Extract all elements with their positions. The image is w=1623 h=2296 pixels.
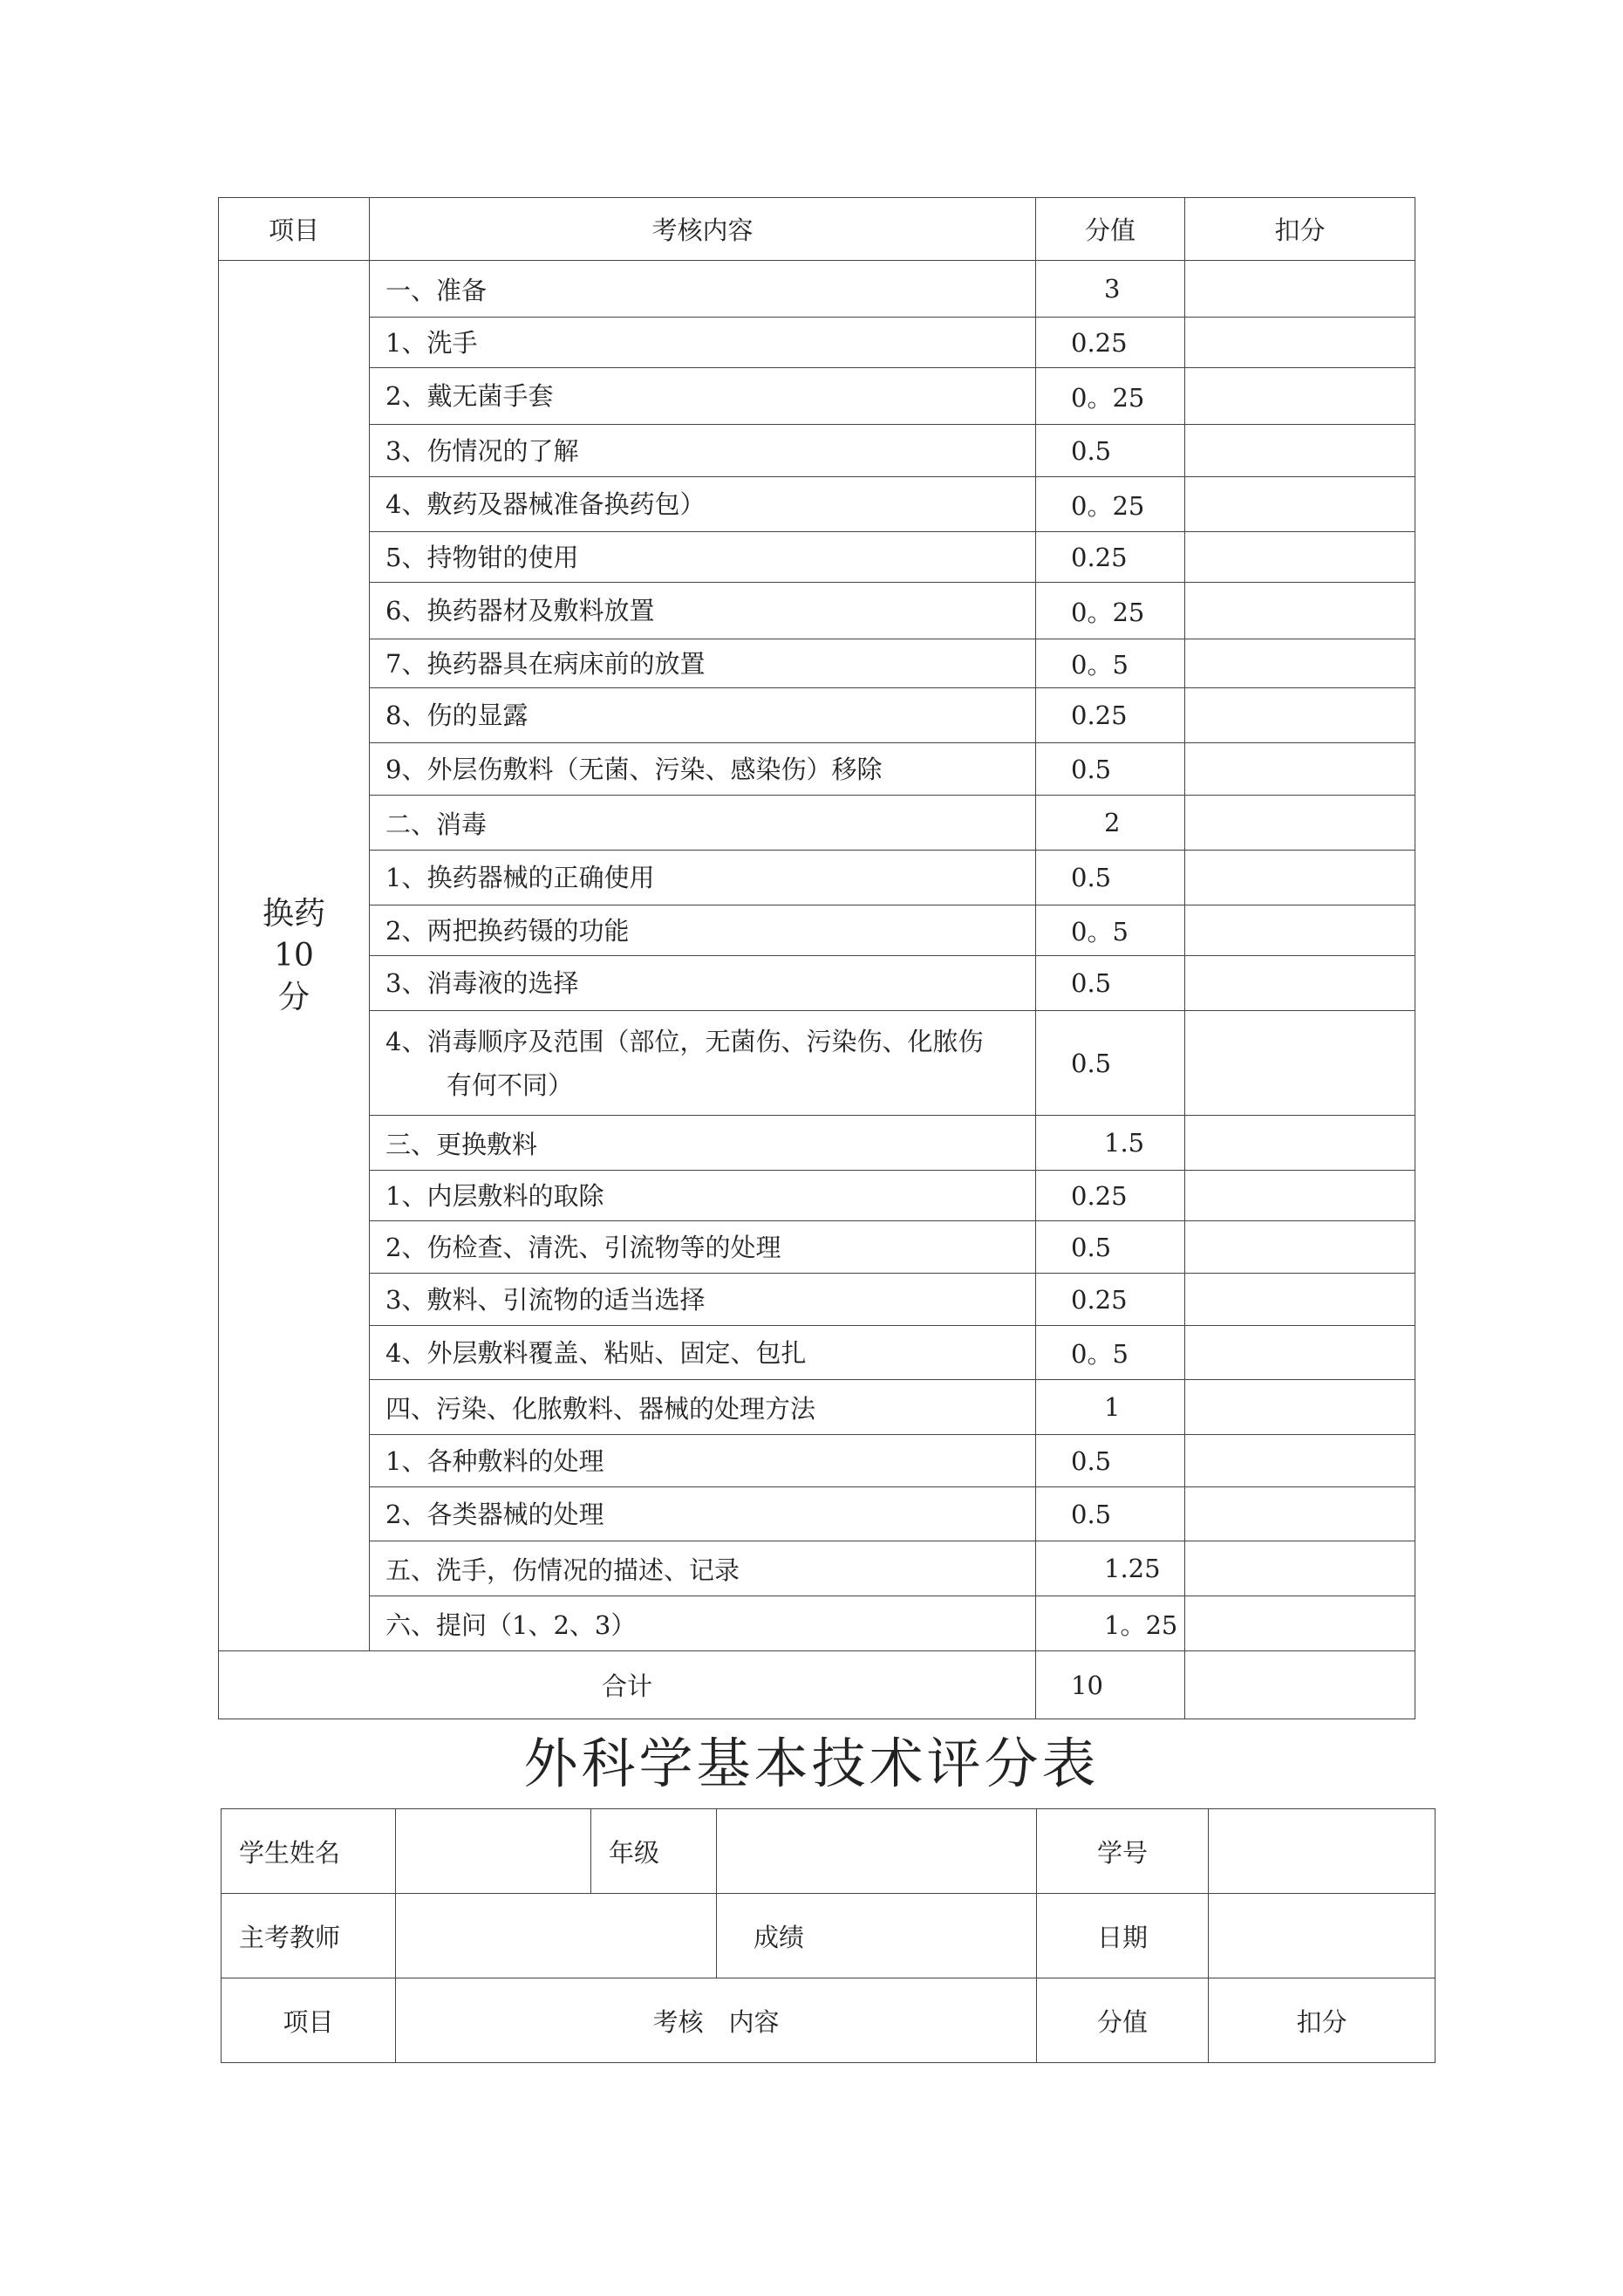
section-row [219,1380,1415,1435]
content-cell [370,1116,1036,1171]
table-row [219,688,1415,743]
header-project: 项目 [219,198,370,261]
score-cell: 2 [1036,796,1185,851]
content-cell [370,796,1036,851]
content-text: 8、伤的显露 [385,700,528,730]
table-row [219,743,1415,796]
total-deduct-cell[interactable] [1185,1651,1415,1719]
score-label: 分值 [1037,1978,1209,2063]
content-cell [370,1487,1036,1541]
total-row [219,1651,1415,1719]
content-cell [370,532,1036,583]
content-cell [370,956,1036,1011]
date-label: 日期 [1037,1894,1209,1978]
content-cell [370,261,1036,318]
scoring-table [218,197,1415,1719]
content-cell [370,1221,1036,1274]
score-cell: 0.25 [1036,1171,1185,1221]
content-cell [370,425,1036,477]
content-cell [370,318,1036,368]
content-text-continued: 有何不同） [447,1069,574,1100]
table-row [219,318,1415,368]
score-cell: 1.5 [1036,1116,1185,1171]
content-text: 六、提问（1、2、3） [385,1609,637,1640]
content-label: 考核 内容 [396,1978,1037,2063]
deduct-cell[interactable] [1185,318,1415,368]
table-row [219,1487,1415,1541]
deduct-cell[interactable] [1185,1011,1415,1116]
table-row [219,477,1415,532]
header-row [219,198,1415,261]
content-cell [370,1274,1036,1326]
content-cell [370,743,1036,796]
content-text: 1、洗手 [385,327,478,358]
content-text: 四、污染、化脓敷料、器械的处理方法 [385,1393,816,1424]
content-cell [370,1326,1036,1380]
table-row [219,1435,1415,1487]
score-cell: 0.5 [1036,743,1185,796]
deduct-cell[interactable] [1185,1326,1415,1380]
deduct-cell[interactable] [1185,1487,1415,1541]
project-line: 换药 [262,895,325,932]
deduct-cell[interactable] [1185,639,1415,688]
section-row [219,1116,1415,1171]
deduct-cell[interactable] [1185,688,1415,743]
table-row [219,368,1415,425]
info-row-1 [222,1809,1435,1894]
deduct-cell[interactable] [1185,1116,1415,1171]
table-row [219,1011,1415,1116]
student-id-label: 学号 [1037,1809,1209,1894]
content-text: 五、洗手，伤情况的描述、记录 [385,1555,740,1585]
result-label: 成绩 [717,1894,1037,1978]
deduct-cell[interactable] [1185,1596,1415,1651]
deduct-cell[interactable] [1185,1380,1415,1435]
content-text: 一、准备 [385,275,488,305]
content-text: 2、戴无菌手套 [385,381,554,411]
table-row [219,905,1415,956]
score-cell: 0.5 [1036,1435,1185,1487]
deduct-cell[interactable] [1185,1171,1415,1221]
score-cell: 3 [1036,261,1185,318]
deduct-cell[interactable] [1185,851,1415,905]
deduct-cell[interactable] [1185,583,1415,639]
content-text: 5、持物钳的使用 [385,542,579,572]
content-text: 二、消毒 [385,809,488,839]
section-row [219,1541,1415,1596]
deduct-cell[interactable] [1185,1221,1415,1274]
content-cell [370,639,1036,688]
score-cell: 0.5 [1036,851,1185,905]
table-row [219,583,1415,639]
content-cell [370,583,1036,639]
score-cell: 0。5 [1036,639,1185,688]
content-cell [370,1380,1036,1435]
content-cell [370,477,1036,532]
project-line: 分 [277,979,310,1015]
content-text: 2、伤检查、清洗、引流物等的处理 [385,1232,781,1262]
table-row [219,1274,1415,1326]
table-row [219,1221,1415,1274]
deduct-cell[interactable] [1185,477,1415,532]
score-cell: 0.25 [1036,688,1185,743]
content-text: 2、两把换药镊的功能 [385,915,630,946]
content-text: 9、外层伤敷料（无菌、污染、感染伤）移除 [385,754,883,784]
table-row [219,1326,1415,1380]
content-text: 4、消毒顺序及范围（部位，无菌伤、污染伤、化脓伤 [385,1026,984,1056]
info-row-3 [222,1978,1435,2063]
content-text: 3、敷料、引流物的适当选择 [385,1284,706,1315]
deduct-cell[interactable] [1185,905,1415,956]
student-info-table [221,1808,1435,2063]
score-cell: 0.5 [1036,956,1185,1011]
deduct-cell[interactable] [1185,743,1415,796]
project-cell [219,261,370,1651]
content-text: 三、更换敷料 [385,1129,538,1159]
total-label: 合计 [219,1651,1036,1719]
content-cell [370,851,1036,905]
student-name-field[interactable] [396,1809,591,1894]
score-cell: 0.5 [1036,1487,1185,1541]
score-cell: 0.25 [1036,1274,1185,1326]
total-score: 10 [1036,1651,1185,1719]
deduct-cell[interactable] [1185,956,1415,1011]
header-score: 分值 [1036,198,1185,261]
table-row [219,1171,1415,1221]
content-text: 4、敷药及器械准备换药包） [385,489,706,519]
content-cell [370,905,1036,956]
header-deduct: 扣分 [1185,198,1415,261]
teacher-label: 主考教师 [222,1894,396,1978]
grade-field[interactable] [717,1809,1037,1894]
content-cell [370,368,1036,425]
content-cell [370,1596,1036,1651]
project-label: 项目 [222,1978,396,2063]
content-text: 1、各种敷料的处理 [385,1445,604,1476]
project-line: 10 [274,937,314,974]
content-text: 1、换药器械的正确使用 [385,863,655,892]
score-cell: 0。5 [1036,905,1185,956]
score-cell: 1。25 [1036,1596,1185,1651]
deduct-cell[interactable] [1185,796,1415,851]
page-title: 外科学基本技术评分表 [523,1732,1100,1795]
deduct-cell[interactable] [1185,425,1415,477]
score-cell: 0。25 [1036,477,1185,532]
grade-label: 年级 [591,1809,717,1894]
table-row [219,851,1415,905]
score-cell: 0。25 [1036,368,1185,425]
deduct-cell[interactable] [1185,1541,1415,1596]
score-cell: 0。25 [1036,583,1185,639]
content-cell [370,1171,1036,1221]
deduct-cell[interactable] [1185,1435,1415,1487]
header-content: 考核内容 [370,198,1036,261]
content-text: 4、外层敷料覆盖、粘贴、固定、包扎 [385,1337,807,1368]
content-text: 3、消毒液的选择 [385,968,579,998]
content-text: 7、换药器具在病床前的放置 [385,648,706,679]
section-row [219,261,1415,318]
score-cell: 0.5 [1036,1011,1185,1116]
deduct-cell[interactable] [1185,261,1415,318]
content-text: 6、换药器材及敷料放置 [385,596,655,625]
content-cell [370,1541,1036,1596]
content-cell [370,1435,1036,1487]
table-row [219,425,1415,477]
content-text: 3、伤情况的了解 [385,435,579,466]
deduct-cell[interactable] [1185,1274,1415,1326]
score-cell: 1 [1036,1380,1185,1435]
score-cell: 0.5 [1036,1221,1185,1274]
content-text: 2、各类器械的处理 [385,1499,604,1529]
content-text: 1、内层敷料的取除 [385,1180,604,1211]
deduct-cell[interactable] [1185,532,1415,583]
teacher-field[interactable] [396,1894,717,1978]
section-row [219,1596,1415,1651]
score-cell: 0.25 [1036,532,1185,583]
student-id-field[interactable] [1209,1809,1435,1894]
table-row [219,956,1415,1011]
table-row [219,532,1415,583]
date-field[interactable] [1209,1894,1435,1978]
content-cell [370,1011,1036,1116]
score-cell: 0.5 [1036,425,1185,477]
score-cell: 1.25 [1036,1541,1185,1596]
section-row [219,796,1415,851]
content-cell [370,688,1036,743]
score-cell: 0。5 [1036,1326,1185,1380]
info-row-2 [222,1894,1435,1978]
student-name-label: 学生姓名 [222,1809,396,1894]
score-cell: 0.25 [1036,318,1185,368]
table-row [219,639,1415,688]
deduct-cell[interactable] [1185,368,1415,425]
deduct-label: 扣分 [1209,1978,1435,2063]
